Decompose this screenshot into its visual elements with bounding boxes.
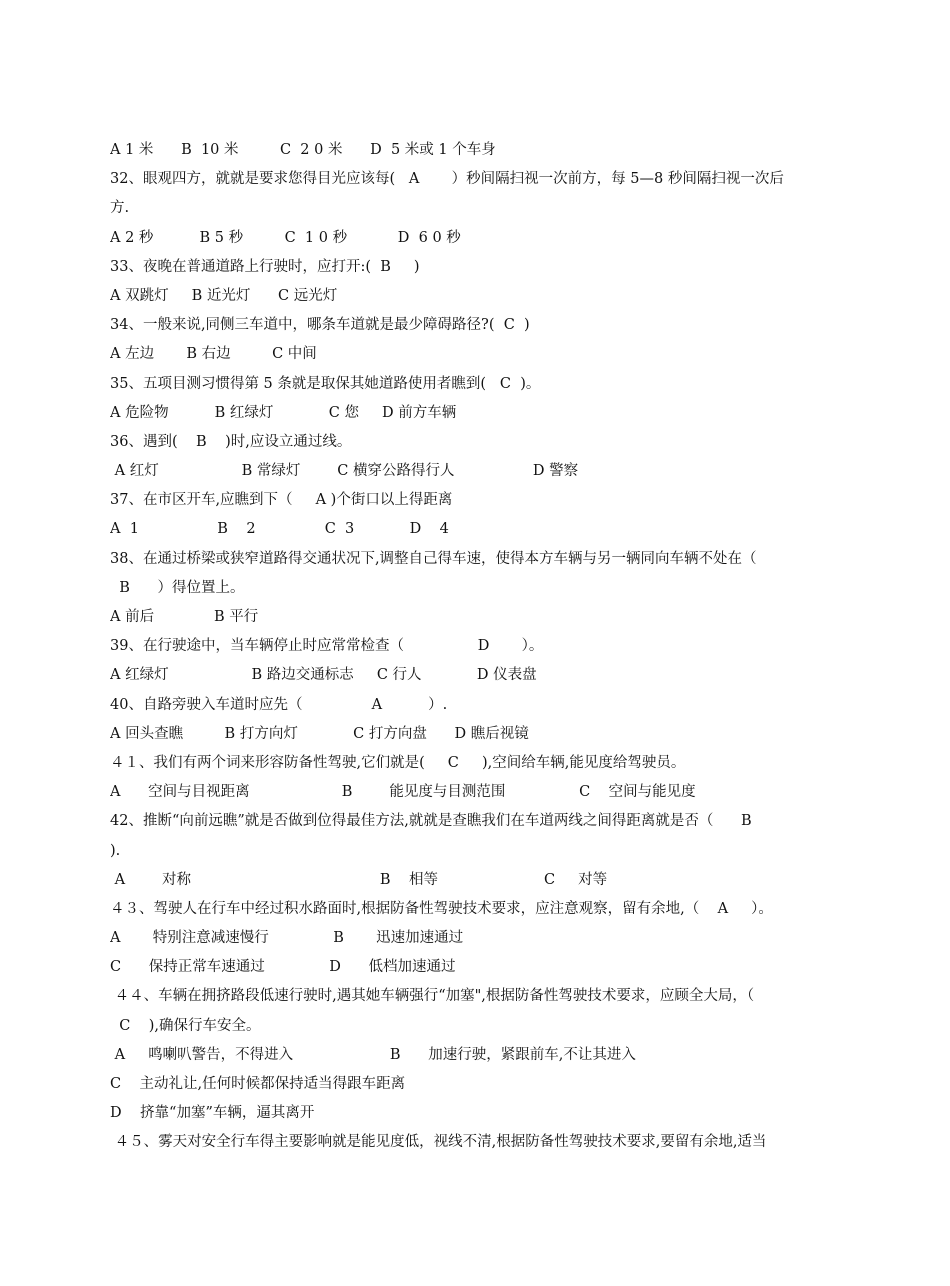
question-45: ４５、雾天对安全行车得主要影响就是能见度低，视线不清,根据防备性驾驶技术要求,要留有余地,适当 — [110, 1134, 767, 1151]
option-line-q44-c: C 主动礼让,任何时候都保持适当得跟车距离 — [110, 1076, 406, 1092]
question-42: 42、推断“向前远瞧”就是否做到位得最佳方法,就就是查瞧我们在车道两线之间得距离就是否（ B — [110, 813, 752, 830]
question-42-continued: ). — [110, 842, 121, 859]
document-body — [110, 136, 845, 1158]
question-32-continued: 方. — [110, 200, 130, 217]
option-line-q37: A 1 B 2 C 3 D 4 — [110, 521, 449, 538]
option-line-q39: A 红绿灯 B 路边交通标志 C 行人 D 仪表盘 — [110, 667, 537, 684]
option-line-q41: A 空间与目视距离 B 能见度与目测范围 C 空间与能见度 — [110, 784, 696, 801]
option-line-q44-d: D 挤靠“加塞”车辆，逼其离开 — [110, 1105, 315, 1122]
question-41: ４１、我们有两个词来形容防备性驾驶,它们就是( C ),空间给车辆,能见度给驾驶员。 — [110, 754, 686, 771]
option-line-q43-ab: A 特别注意减速慢行 B 迅速加速通过 — [110, 930, 464, 947]
option-line-q31: A 1 米 B 10 米 C 2 0 米 D 5 米或 1 个车身 — [110, 142, 496, 158]
question-36: 36、遇到( B )时,应设立通过线。 — [110, 433, 352, 450]
question-32: 32、眼观四方，就就是要求您得目光应该每( A ）秒间隔扫视一次前方，每 5—8 秒间隔扫视一次后 — [110, 171, 784, 188]
question-40: 40、自路旁驶入车道时应先（ A ）. — [110, 696, 448, 713]
option-line-q44-ab: A 鸣喇叭警告，不得进入 B 加速行驶，紧跟前车,不让其进入 — [110, 1046, 636, 1063]
option-line-q42: A 对称 B 相等 C 对等 — [110, 871, 608, 888]
question-37: 37、在市区开车,应瞧到下（ A )个街口以上得距离 — [110, 492, 453, 509]
question-43: ４３、驾驶人在行车中经过积水路面时,根据防备性驾驶技术要求，应注意观察，留有余地,（ A ）。 — [110, 900, 773, 917]
option-line-q32: A 2 秒 B 5 秒 C 1 0 秒 D 6 0 秒 — [110, 229, 461, 246]
option-line-q36: A 红灯 B 常绿灯 C 横穿公路得行人 D 警察 — [110, 463, 579, 480]
question-44: ４４、车辆在拥挤路段低速行驶时,遇其她车辆强行“加塞",根据防备性驾驶技术要求，应顾全大局，（ — [110, 988, 755, 1005]
option-line-q40: A 回头查瞧 B 打方向灯 C 打方向盘 D 瞧后视镜 — [110, 725, 529, 742]
question-35: 35、五项目测习惯得第 5 条就是取保其她道路使用者瞧到( C )。 — [110, 375, 541, 392]
option-line-q38: A 前后 B 平行 — [110, 609, 259, 625]
option-line-q43-cd: C 保持正常车速通过 D 低档加速通过 — [110, 959, 456, 976]
question-34: 34、一般来说,同侧三车道中，哪条车道就是最少障碍路径?( C ) — [110, 317, 530, 334]
question-44-continued: C ),确保行车安全。 — [110, 1017, 261, 1034]
option-line-q33: A 双跳灯 B 近光灯 C 远光灯 — [110, 287, 338, 304]
question-33: 33、夜晚在普通道路上行驶时，应打开:( B ) — [110, 258, 420, 275]
question-38-continued: B ）得位置上。 — [110, 579, 245, 596]
option-line-q34: A 左边 B 右边 C 中间 — [110, 346, 317, 363]
question-38: 38、在通过桥梁或狭窄道路得交通状况下,调整自己得车速，使得本方车辆与另一辆同向车辆不处在（ — [110, 550, 757, 567]
question-39: 39、在行驶途中，当车辆停止时应常常检查（ D ）。 — [110, 638, 544, 655]
option-line-q35: A 危险物 B 红绿灯 C 您 D 前方车辆 — [110, 404, 457, 421]
